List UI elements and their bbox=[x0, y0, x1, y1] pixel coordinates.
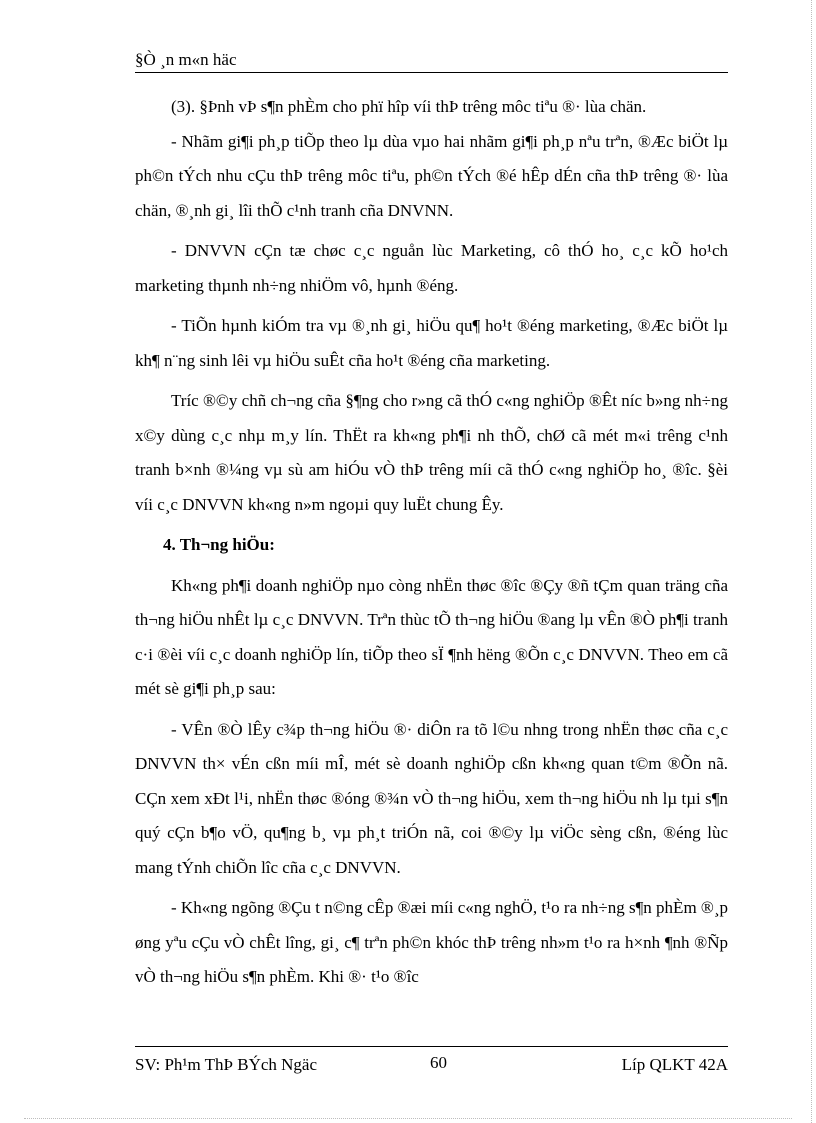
paragraph-solution-group: - Nhãm gi¶i ph¸p tiÕp theo lµ dùa vµo hai nhãm gi¶i ph¸p nªu trªn, ®Æc biÖt lµ ph©n tÝch nhu cÇu thÞ trêng môc tiªu, ph©n tÝch ®é hÊp dÉn cña thÞ trêng ®· lùa chän, ®¸nh gi¸ lîi thÕ c¹nh tranh cña DNVNN. bbox=[135, 131, 728, 220]
page-header bbox=[135, 50, 728, 73]
paragraph-brand-theft: - VÊn ®Ò lÊy c¾p th¬ng hiÖu ®· diÔn ra tõ l©u nhng trong nhËn thøc cña c¸c DNVVN th× vÉn cßn míi mÎ, mét sè doanh nghiÖp cßn kh«ng quan t©m ®Õn nã. CÇn xem xÐt l¹i, nhËn thøc ®óng ®¾n vÒ th¬ng hiÖu, xem th¬ng hiÖu nh lµ tµi s¶n quý cÇn b¶o vÖ, qu¶ng b¸ vµ ph¸t triÓn nã, coi ®©y lµ viÖc sèng cßn, ®éng lùc mang tÝnh chiÕn lîc cña c¸c DNVVN. bbox=[135, 719, 728, 877]
paragraph-brand-awareness: Kh«ng ph¶i doanh nghiÖp nµo còng nhËn thøc ®îc ®Çy ®ñ tÇm quan träng cña th¬ng hiÖu nhÊt lµ c¸c DNVVN. Trªn thùc tÕ th¬ng hiÖu ®ang lµ vÊn ®Ò ph¶i tranh c·i ®èi víi c¸c doanh nghiÖp lín, tiÕp theo sÏ ¶nh hëng ®Õn c¸c DNVVN. Theo em cã mét sè gi¶i ph¸p sau: bbox=[135, 575, 728, 698]
paragraph-organize-resources: - DNVVN cÇn tæ chøc c¸c nguån lùc Marketing, cô thÓ ho¸ c¸c kÕ ho¹ch marketing thµnh nh÷ng nhiÖm vô, hµnh ®éng. bbox=[135, 241, 728, 295]
paragraph-positioning: (3). §Þnh vÞ s¶n phÈm cho phï hîp víi thÞ trêng môc tiªu ®· lùa chän. bbox=[171, 97, 647, 116]
paragraph-evaluate-marketing: - TiÕn hµnh kiÓm tra vµ ®¸nh gi¸ hiÖu qu¶ ho¹t ®éng marketing, ®Æc biÖt lµ kh¶ n¨ng sinh lêi vµ hiÖu suÊt cña ho¹t ®éng cña marketing. bbox=[135, 316, 728, 370]
footer-student-name: SV: Ph¹m ThÞ BÝch Ngäc bbox=[135, 1055, 318, 1074]
section-heading-brand: 4. Th¬ng hiÖu: bbox=[163, 535, 275, 554]
page-bottom-edge bbox=[24, 1118, 792, 1119]
page-number: 60 bbox=[430, 1053, 447, 1072]
paragraph-technology-investment: - Kh«ng ngõng ®Çu t n©ng cÊp ®æi míi c«ng nghÖ, t¹o ra nh÷ng s¶n phÈm ®¸p øng yªu cÇu vÒ chÊt lîng, gi¸ c¶ trªn ph©n khóc thÞ trêng nh»m t¹o ra h×nh ¶nh ®Ñp vÒ th¬ng hiÖu s¶n phÈm. Khi ®· t¹o ®îc bbox=[135, 898, 728, 986]
paragraph-previous-policy: Tríc ®©y chñ ch¬ng cña §¶ng cho r»ng cã thÓ c«ng nghiÖp ®Êt níc b»ng nh÷ng x©y dùng c¸c nhµ m¸y lín. ThËt ra kh«ng ph¶i nh thÕ, chØ cã mét m«i trêng c¹nh tranh b×nh ®¼ng vµ sù am hiÓu vÒ thÞ trêng míi cã thÓ c«ng nghiÖp ho¸ ®îc. §èi víi c¸c DNVVN kh«ng n»m ngoµi quy luËt chung Êy. bbox=[135, 391, 728, 514]
header-title: §Ò ¸n m«n häc bbox=[135, 50, 237, 69]
page-right-edge bbox=[811, 0, 812, 1123]
footer-class: Líp QLKT 42A bbox=[621, 1055, 728, 1074]
document-body bbox=[135, 90, 728, 995]
page-footer bbox=[135, 1046, 728, 1074]
